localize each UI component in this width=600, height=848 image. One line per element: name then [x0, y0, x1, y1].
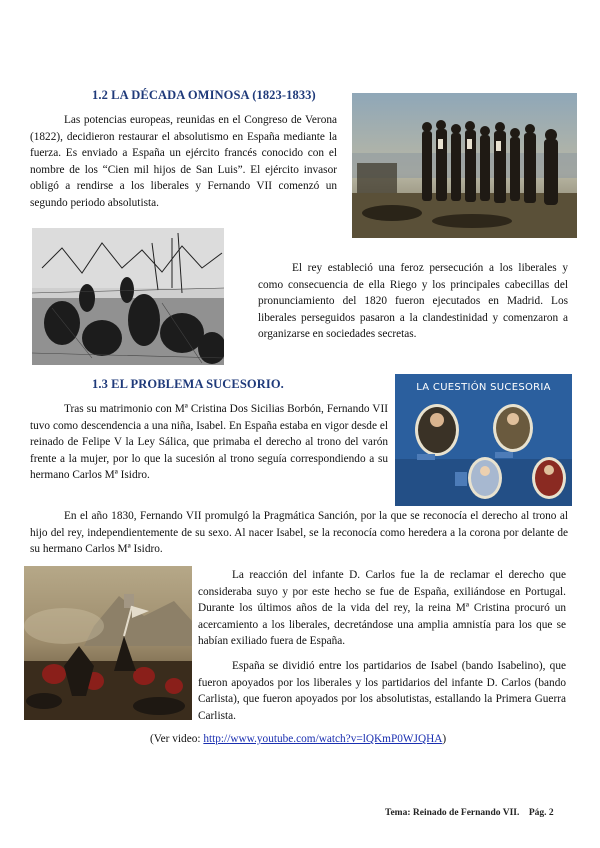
paragraph-text: Tras su matrimonio con Mª Cristina Dos Sicilias Borbón, Fernando VII tuvo como descendencia a una niña, Isabel. En España estaba en vigor desde el reinado de Felipe V la Ley Sálica, que primaba el derecho al trono del varón frente a la mujer, por lo que la sucesión al trono seguía correspondiendo a su hermano Carlos Mª Isidro. — [30, 403, 388, 481]
paragraph-text: España se dividió entre los partidarios de Isabel (bando Isabelino), que fueron apoyados por los liberales y los partidarios del infante D. Carlos (bando Carlista), que fueron apoyados por los absolutistas, estallando la Primera Guerra Carlista. — [198, 660, 566, 722]
paragraph-congreso-verona — [30, 112, 337, 211]
battle-painting-image — [24, 566, 192, 720]
succession-slide-title: LA CUESTIÓN SUCESORIA — [416, 382, 551, 393]
army-engraving-image — [32, 228, 224, 365]
execution-painting-image — [352, 93, 577, 238]
paragraph-text: El rey estableció una feroz persecución a los liberales y como consecuencia de ella Riego y los principales cabecillas del pronunciamiento del 1820 fueron ejecutados en Madrid. Los liberales perseguidos pasaron a la clandestinidad y comenzaron a organizarse en sociedades secretas. — [258, 262, 568, 340]
paragraph-matrimonio — [30, 401, 388, 484]
paragraph-text: La reacción del infante D. Carlos fue la de reclamar el derecho que consideraba suyo y por este hecho se fue de España, exiliándose en Portugal. Durante los últimos años de la vida del rey, la reina Mª Cristina procuró un acercamiento a los liberales, decretándose una amplia amnistía para los que se habían exiliado fuera de España. — [198, 569, 566, 647]
paragraph-persecucion — [258, 260, 568, 343]
section-heading-problema-sucesorio: 1.3 EL PROBLEMA SUCESORIO. — [92, 377, 284, 391]
video-prefix: (Ver video: — [150, 733, 204, 745]
paragraph-reaccion-don-carlos — [198, 567, 566, 650]
succession-slide-image — [395, 374, 572, 506]
paragraph-text: Las potencias europeas, reunidas en el Congreso de Verona (1822), decidieron restaurar el absolutismo en España mediante la fuerza. Es enviado a España un ejército francés conocido con el nombre de los “Cien mil hijos de San Luis”. El ejército invasor obligó a rendirse a los liberales y Fernando VII comenzó un segundo periodo absolutista. — [30, 114, 337, 209]
video-suffix: ) — [442, 733, 447, 745]
paragraph-guerra-carlista — [198, 658, 566, 724]
paragraph-pragmatica-sancion — [30, 508, 568, 558]
video-reference — [150, 731, 570, 748]
page-footer: Tema: Reinado de Fernando VII. Pág. 2 — [385, 808, 554, 818]
video-link[interactable]: http://www.youtube.com/watch?v=lQKmP0WJQHA — [203, 733, 443, 745]
section-heading-decada-ominosa: 1.2 LA DÉCADA OMINOSA (1823-1833) — [92, 88, 316, 102]
paragraph-text: En el año 1830, Fernando VII promulgó la Pragmática Sanción, por la que se reconocía el derecho al trono al hijo del rey, independientemente de su sexo. Al nacer Isabel, se la reconocía como heredera a la corona por delante de su hermano Carlos Mª Isidro. — [30, 510, 568, 555]
